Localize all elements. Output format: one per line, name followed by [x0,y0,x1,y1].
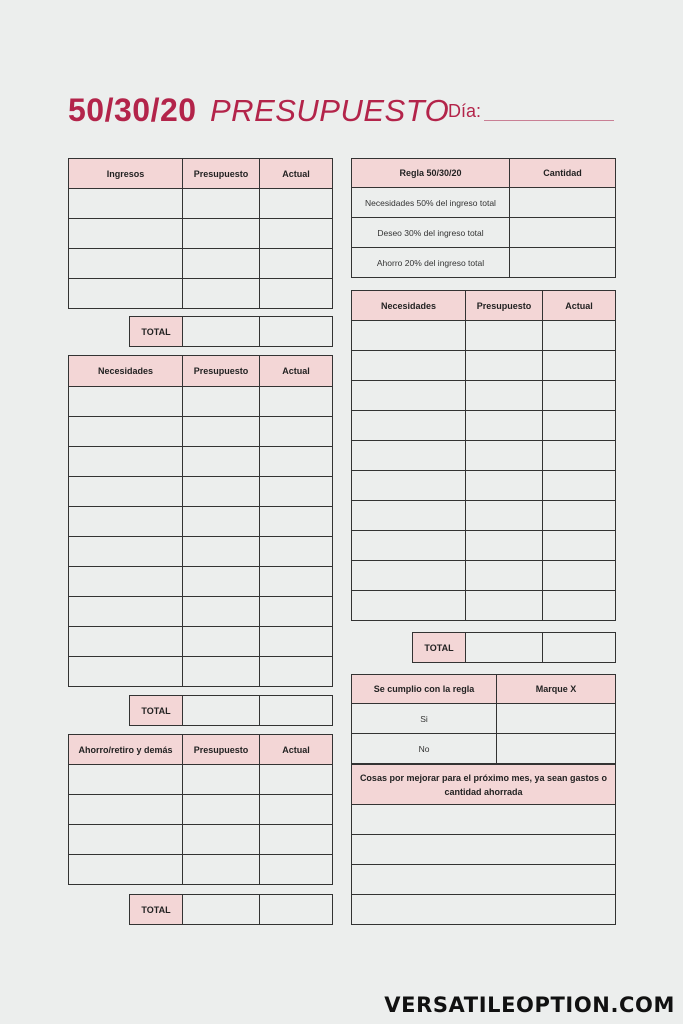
needs-right-row [352,471,616,501]
savings-header-presupuesto: Presupuesto [183,735,260,765]
input-cell[interactable] [352,501,466,531]
input-cell[interactable] [260,507,333,537]
input-cell[interactable] [466,501,543,531]
needs-left-total-actual-cell[interactable] [260,696,333,726]
needs-left-row [69,387,333,417]
needs-right-total-table [412,632,616,663]
needs-right-total-actual-cell[interactable] [543,633,616,663]
input-cell[interactable] [543,351,616,381]
input-cell[interactable] [543,411,616,441]
income-header-ingresos: Ingresos [69,159,183,189]
date-label: Día: [448,101,482,121]
needs-left-row [69,567,333,597]
input-cell[interactable] [260,189,333,219]
input-cell[interactable] [352,381,466,411]
improve-table [351,764,616,925]
input-cell[interactable] [69,627,183,657]
input-cell[interactable] [543,561,616,591]
rule-header-cantidad: Cantidad [510,159,616,188]
rule-row-wants-label: Deseo 30% del ingreso total [352,218,510,248]
input-cell[interactable] [260,765,333,795]
input-cell[interactable] [352,321,466,351]
improve-row [352,895,616,925]
input-cell[interactable] [183,507,260,537]
input-cell[interactable] [352,591,466,621]
input-cell[interactable] [183,597,260,627]
input-cell[interactable] [260,447,333,477]
input-cell[interactable] [260,387,333,417]
input-cell[interactable] [69,279,183,309]
input-cell[interactable] [69,855,183,885]
input-cell[interactable] [183,417,260,447]
input-cell[interactable] [466,471,543,501]
input-cell[interactable] [466,561,543,591]
input-cell[interactable] [543,441,616,471]
rule-row-savings-label: Ahorro 20% del ingreso total [352,248,510,278]
savings-row [69,765,333,795]
needs-right-row [352,441,616,471]
input-cell[interactable] [69,765,183,795]
input-cell[interactable] [260,279,333,309]
input-cell[interactable] [543,321,616,351]
income-header-actual: Actual [260,159,333,189]
input-cell[interactable] [260,567,333,597]
rule-header-regla: Regla 50/30/20 [352,159,510,188]
income-header-presupuesto: Presupuesto [183,159,260,189]
needs-right-row [352,351,616,381]
needs-table-right [351,290,616,621]
input-cell[interactable] [466,531,543,561]
input-cell[interactable] [69,189,183,219]
needs-right-row [352,591,616,621]
input-cell[interactable] [352,411,466,441]
savings-header-actual: Actual [260,735,333,765]
input-cell[interactable] [352,441,466,471]
income-total-table [129,316,333,347]
needs-left-row [69,447,333,477]
input-cell[interactable] [69,219,183,249]
input-cell[interactable] [466,351,543,381]
needs-table-left [68,355,333,687]
needs-left-row [69,507,333,537]
input-cell[interactable] [69,477,183,507]
savings-total-label: TOTAL [130,895,183,925]
input-cell[interactable] [69,507,183,537]
input-cell[interactable] [543,531,616,561]
improve-row [352,835,616,865]
needs-right-header-actual: Actual [543,291,616,321]
input-cell[interactable] [183,855,260,885]
input-cell[interactable] [183,825,260,855]
income-total-budget-cell[interactable] [183,317,260,347]
needs-right-header-presupuesto: Presupuesto [466,291,543,321]
input-cell[interactable] [183,387,260,417]
input-cell[interactable] [69,387,183,417]
input-cell[interactable] [466,381,543,411]
input-cell[interactable] [260,249,333,279]
footer-website: VERSATILEOPTION.COM [384,993,675,1017]
input-cell[interactable] [69,537,183,567]
check-header-marque: Marque X [497,675,616,704]
date-line [484,120,614,121]
savings-row [69,855,333,885]
income-table [68,158,333,309]
needs-right-total-budget-cell[interactable] [466,633,543,663]
needs-right-header-necesidades: Necesidades [352,291,466,321]
check-row-no-mark[interactable] [497,734,616,764]
needs-right-row [352,561,616,591]
needs-left-row [69,537,333,567]
input-cell[interactable] [183,219,260,249]
check-row-si-label: Si [352,704,497,734]
input-cell[interactable] [352,895,616,925]
input-cell[interactable] [69,417,183,447]
input-cell[interactable] [183,765,260,795]
needs-right-row [352,531,616,561]
input-cell[interactable] [352,471,466,501]
input-cell[interactable] [352,351,466,381]
needs-right-row [352,381,616,411]
input-cell[interactable] [466,411,543,441]
improve-header: Cosas por mejorar para el próximo mes, ya sean gastos o cantidad ahorrada [352,765,616,805]
savings-total-actual-cell[interactable] [260,895,333,925]
input-cell[interactable] [260,537,333,567]
input-cell[interactable] [543,591,616,621]
savings-row [69,795,333,825]
rule-row-wants-amount[interactable] [510,218,616,248]
income-row [69,219,333,249]
income-row [69,249,333,279]
income-row [69,279,333,309]
input-cell[interactable] [183,447,260,477]
input-cell[interactable] [183,795,260,825]
needs-left-row [69,657,333,687]
page-title-light: PRESUPUESTO [210,93,450,128]
input-cell[interactable] [352,865,616,895]
input-cell[interactable] [69,597,183,627]
input-cell[interactable] [69,825,183,855]
rule-row-needs-label: Necesidades 50% del ingreso total [352,188,510,218]
input-cell[interactable] [183,657,260,687]
needs-left-row [69,477,333,507]
check-row-no-label: No [352,734,497,764]
improve-row [352,805,616,835]
input-cell[interactable] [543,471,616,501]
needs-left-row [69,597,333,627]
input-cell[interactable] [352,531,466,561]
input-cell[interactable] [183,249,260,279]
input-cell[interactable] [260,795,333,825]
needs-left-total-budget-cell[interactable] [183,696,260,726]
savings-header-ahorro: Ahorro/retiro y demás [69,735,183,765]
input-cell[interactable] [543,501,616,531]
input-cell[interactable] [543,381,616,411]
input-cell[interactable] [260,219,333,249]
needs-left-header-necesidades: Necesidades [69,356,183,387]
input-cell[interactable] [69,657,183,687]
input-cell[interactable] [183,537,260,567]
input-cell[interactable] [466,441,543,471]
savings-row [69,825,333,855]
input-cell[interactable] [183,477,260,507]
input-cell[interactable] [183,627,260,657]
input-cell[interactable] [260,855,333,885]
input-cell[interactable] [69,567,183,597]
savings-total-budget-cell[interactable] [183,895,260,925]
input-cell[interactable] [352,561,466,591]
needs-left-header-presupuesto: Presupuesto [183,356,260,387]
input-cell[interactable] [260,627,333,657]
income-total-label: TOTAL [130,317,183,347]
income-row [69,189,333,219]
needs-right-row [352,501,616,531]
input-cell[interactable] [260,825,333,855]
rule-table [351,158,616,278]
input-cell[interactable] [352,835,616,865]
input-cell[interactable] [466,591,543,621]
input-cell[interactable] [260,657,333,687]
input-cell[interactable] [69,249,183,279]
income-total-actual-cell[interactable] [260,317,333,347]
input-cell[interactable] [69,795,183,825]
input-cell[interactable] [183,279,260,309]
input-cell[interactable] [69,447,183,477]
rule-row-savings-amount[interactable] [510,248,616,278]
savings-total-table [129,894,333,925]
input-cell[interactable] [466,321,543,351]
input-cell[interactable] [260,417,333,447]
needs-right-row [352,321,616,351]
improve-row [352,865,616,895]
check-table [351,674,616,764]
needs-left-total-label: TOTAL [130,696,183,726]
input-cell[interactable] [260,597,333,627]
needs-right-total-label: TOTAL [413,633,466,663]
input-cell[interactable] [183,567,260,597]
input-cell[interactable] [260,477,333,507]
savings-table [68,734,333,885]
needs-left-row [69,417,333,447]
check-row-si-mark[interactable] [497,704,616,734]
input-cell[interactable] [352,805,616,835]
rule-row-needs-amount[interactable] [510,188,616,218]
check-header-cumplio: Se cumplio con la regla [352,675,497,704]
needs-left-row [69,627,333,657]
needs-left-header-actual: Actual [260,356,333,387]
page-title-bold: 50/30/20 [68,92,197,128]
input-cell[interactable] [183,189,260,219]
needs-right-row [352,411,616,441]
needs-left-total-table [129,695,333,726]
